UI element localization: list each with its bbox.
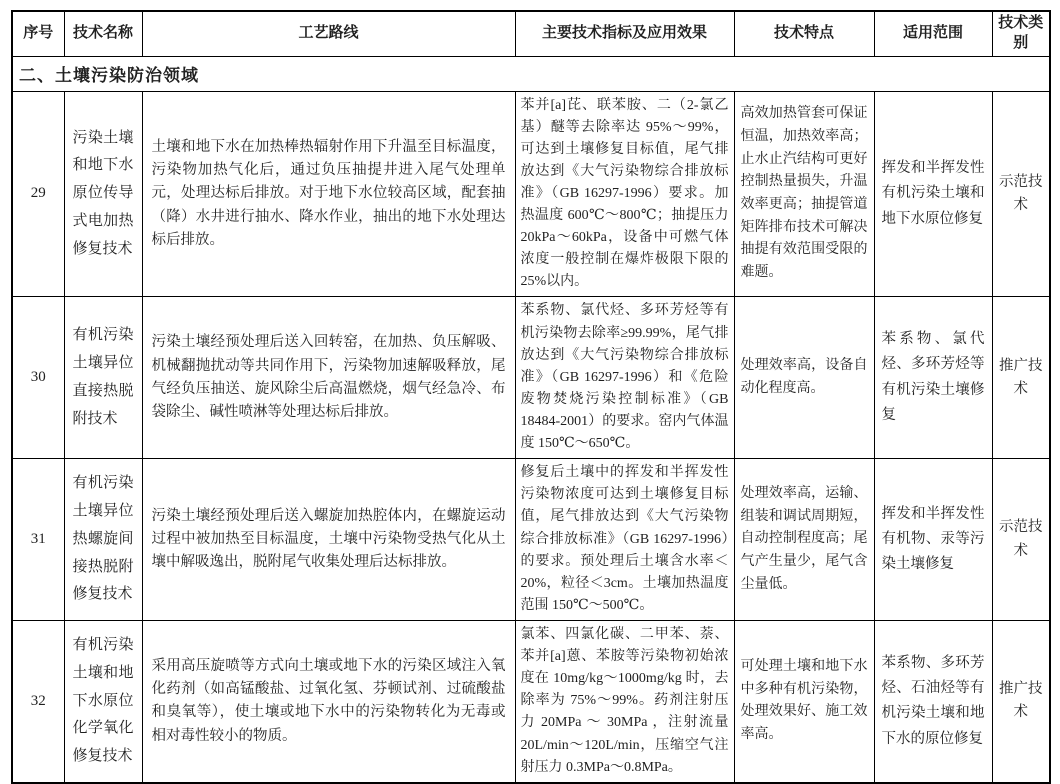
column-header-process: 工艺路线 bbox=[142, 11, 515, 56]
cell-indicators: 氯苯、四氯化碳、二甲苯、萘、苯并[a]蒽、苯胺等污染物初始浓度在 10mg/kg～1000mg/kg 时，去除率为 75%～99%。药剂注射压力 20MPa ～ 30MPa ，注射流量 20L/min～120L/min，压缩空气注射压力 0.3MPa～0.8MPa。 bbox=[515, 621, 734, 783]
cell-technology-name: 有机污染土壤异位热螺旋间接热脱附修复技术 bbox=[64, 459, 142, 621]
table-row bbox=[12, 621, 1050, 783]
cell-indicators: 修复后土壤中的挥发和半挥发性污染物浓度可达到土壤修复目标值，尾气排放达到《大气污染物综合排放标准》（GB 16297-1996）的要求。预处理后土壤含水率＜20%，粒径＜3cm。土壤加热温度范围 150℃～500℃。 bbox=[515, 459, 734, 621]
cell-technology-name: 污染土壤和地下水原位传导式电加热修复技术 bbox=[64, 91, 142, 297]
table-row bbox=[12, 297, 1050, 459]
table-row bbox=[12, 91, 1050, 297]
cell-category: 推广技术 bbox=[992, 297, 1050, 459]
cell-technology-name: 有机污染土壤和地下水原位化学氧化修复技术 bbox=[64, 621, 142, 783]
cell-process-route: 采用高压旋喷等方式向土壤或地下水的污染区域注入氧化药剂（如高锰酸盐、过氧化氢、芬顿试剂、过硫酸盐和臭氧等），使土壤或地下水中的污染物转化为无毒或相对毒性较小的物质。 bbox=[142, 621, 515, 783]
cell-no: 31 bbox=[12, 459, 64, 621]
table-header-row bbox=[12, 11, 1050, 56]
column-header-scope: 适用范围 bbox=[874, 11, 992, 56]
cell-no: 30 bbox=[12, 297, 64, 459]
cell-no: 32 bbox=[12, 621, 64, 783]
column-header-no: 序号 bbox=[12, 11, 64, 56]
section-title: 二、土壤污染防治领域 bbox=[12, 56, 1050, 91]
cell-scope: 挥发和半挥发性有机污染土壤和地下水原位修复 bbox=[874, 91, 992, 297]
table-row bbox=[12, 459, 1050, 621]
cell-indicators: 苯系物、氯代烃、多环芳烃等有机污染物去除率≥99.99%，尾气排放达到《大气污染物综合排放标准》（GB 16297-1996）和《危险废物焚烧污染控制标准》（GB 18484-2001）的要求。窑内气体温度 150℃～650℃。 bbox=[515, 297, 734, 459]
cell-category: 示范技术 bbox=[992, 91, 1050, 297]
column-header-features: 技术特点 bbox=[734, 11, 874, 56]
column-header-name: 技术名称 bbox=[64, 11, 142, 56]
cell-features: 可处理土壤和地下水中多种有机污染物，处理效果好、施工效率高。 bbox=[734, 621, 874, 783]
column-header-indicators: 主要技术指标及应用效果 bbox=[515, 11, 734, 56]
technology-table bbox=[11, 10, 1051, 784]
cell-scope: 苯系物、多环芳烃、石油烃等有机污染土壤和地下水的原位修复 bbox=[874, 621, 992, 783]
cell-process-route: 污染土壤经预处理后送入螺旋加热腔体内，在螺旋运动过程中被加热至目标温度，土壤中污染物受热气化从土壤中解吸逸出，脱附尾气收集处理后达标排放。 bbox=[142, 459, 515, 621]
cell-no: 29 bbox=[12, 91, 64, 297]
cell-indicators: 苯并[a]芘、联苯胺、二（2-氯乙基）醚等去除率达 95%～99%，可达到土壤修复目标值，尾气排放达到《大气污染物综合排放标准》（GB 16297-1996）要求。加热温度 600℃～800℃；抽提压力 20kPa～60kPa，设备中可燃气体浓度一般控制在爆炸极限下限的 25%以内。 bbox=[515, 91, 734, 297]
cell-technology-name: 有机污染土壤异位直接热脱附技术 bbox=[64, 297, 142, 459]
cell-features: 处理效率高，设备自动化程度高。 bbox=[734, 297, 874, 459]
cell-features: 高效加热管套可保证恒温，加热效率高；止水止汽结构可更好控制热量损失，升温效率更高；抽提管道矩阵排布技术可解决抽提有效范围受限的难题。 bbox=[734, 91, 874, 297]
cell-process-route: 土壤和地下水在加热棒热辐射作用下升温至目标温度，污染物加热气化后，通过负压抽提井进入尾气处理单元，处理达标后排放。对于地下水位较高区域，配套抽（降）水井进行抽水、降水作业，抽出的地下水处理达标后排放。 bbox=[142, 91, 515, 297]
column-header-category: 技术类别 bbox=[992, 11, 1050, 56]
cell-category: 示范技术 bbox=[992, 459, 1050, 621]
section-row bbox=[12, 56, 1050, 91]
cell-category: 推广技术 bbox=[992, 621, 1050, 783]
cell-scope: 苯系物、氯代烃、多环芳烃等有机污染土壤修复 bbox=[874, 297, 992, 459]
cell-features: 处理效率高，运输、组装和调试周期短，自动控制程度高；尾气产生量少，尾气含尘量低。 bbox=[734, 459, 874, 621]
cell-process-route: 污染土壤经预处理后送入回转窑，在加热、负压解吸、机械翻抛扰动等共同作用下，污染物加速解吸释放，尾气经负压抽送、旋风除尘后高温燃烧，烟气经急冷、布袋除尘、碱性喷淋等处理达标后排放。 bbox=[142, 297, 515, 459]
cell-scope: 挥发和半挥发性有机物、汞等污染土壤修复 bbox=[874, 459, 992, 621]
